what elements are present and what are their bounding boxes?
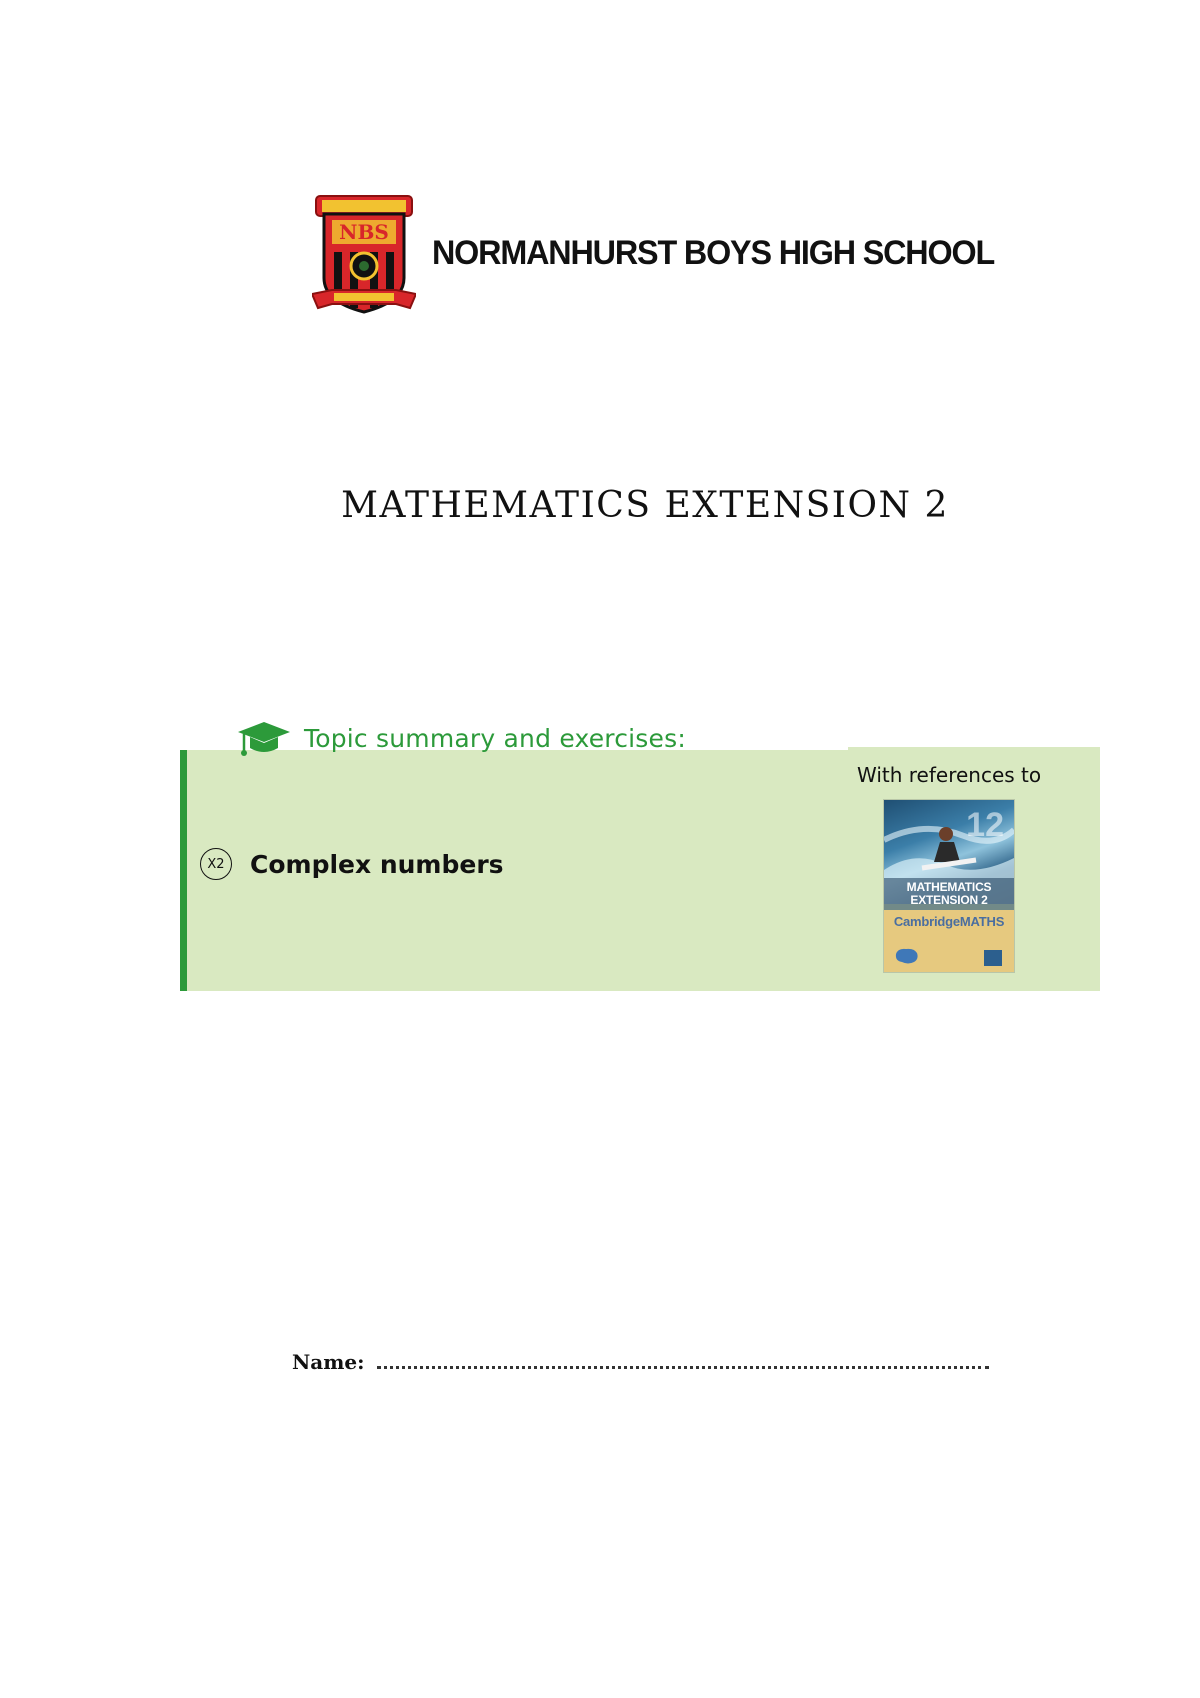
textbook-cover-image	[884, 800, 1014, 972]
document-title: MATHEMATICS EXTENSION 2	[341, 485, 949, 526]
references-label: With references to	[857, 763, 1042, 787]
publisher-logo-icon	[984, 950, 1002, 966]
topic-row	[200, 848, 504, 880]
name-dotted-line	[377, 1350, 989, 1369]
topic-heading-text: Topic summary and exercises:	[304, 723, 686, 753]
school-name: NORMANHURST BOYS HIGH SCHOOL	[432, 234, 995, 272]
book-number: 12	[966, 806, 1004, 844]
book-title-line1: MATHEMATICS	[906, 880, 992, 894]
school-crest-icon	[312, 190, 416, 322]
name-field	[292, 1350, 989, 1374]
australia-map-icon	[892, 946, 920, 966]
topic-heading	[236, 718, 686, 758]
topic-name: Complex numbers	[250, 849, 504, 879]
mortarboard-icon	[236, 718, 292, 758]
x2-badge: X2	[200, 848, 232, 880]
book-title-line2: EXTENSION 2	[910, 893, 988, 907]
svg-text:NBS: NBS	[339, 220, 389, 244]
name-label: Name:	[292, 1350, 365, 1374]
book-brand: CambridgeMATHS	[893, 914, 1005, 929]
school-header	[312, 190, 1012, 330]
